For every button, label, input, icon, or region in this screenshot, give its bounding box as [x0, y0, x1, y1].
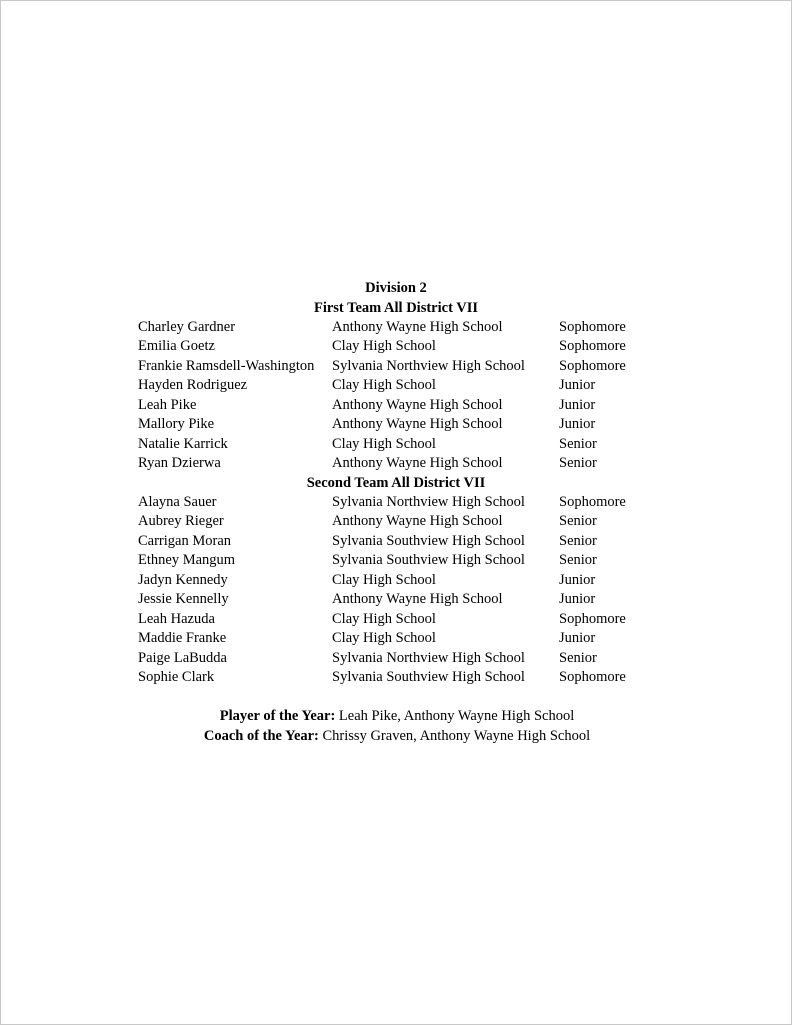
player-name: Jadyn Kennedy: [138, 571, 228, 588]
player-school: Anthony Wayne High School: [332, 455, 503, 472]
player-name: Carrigan Moran: [138, 532, 232, 549]
coach-of-year-label: Coach of the Year:: [203, 728, 319, 744]
coach-of-year: [1, 726, 792, 746]
player-row: [138, 532, 658, 551]
player-school: Sylvania Northview High School: [332, 357, 525, 374]
player-name: Leah Hazuda: [138, 610, 215, 627]
player-school: Sylvania Northview High School: [332, 494, 525, 510]
player-row: [138, 493, 658, 512]
player-row: [138, 396, 658, 415]
player-row: [138, 629, 658, 648]
player-year: Sophomore: [559, 357, 626, 374]
player-row: [138, 512, 658, 531]
player-year: Senior: [559, 513, 597, 530]
player-name: Leah Pike: [138, 396, 197, 413]
player-year: Junior: [559, 377, 596, 394]
roster-content: [138, 279, 658, 687]
player-row: [138, 357, 658, 376]
player-year: Junior: [559, 630, 596, 647]
player-year: Senior: [559, 649, 597, 666]
player-of-year-label: Player of the Year:: [219, 708, 336, 724]
player-of-year-value: Leah Pike, Anthony Wayne High School: [335, 708, 575, 724]
player-row: [138, 318, 658, 337]
player-row: [138, 376, 658, 395]
player-name: Mallory Pike: [138, 416, 215, 433]
awards-section: [1, 706, 792, 746]
player-school: Anthony Wayne High School: [332, 416, 503, 433]
player-name: Alayna Sauer: [138, 494, 217, 510]
player-year: Junior: [559, 571, 596, 588]
player-year: Senior: [559, 455, 597, 472]
player-name: Natalie Karrick: [138, 435, 228, 452]
player-school: Clay High School: [332, 377, 436, 394]
player-school: Anthony Wayne High School: [332, 396, 503, 413]
player-name: Maddie Franke: [138, 630, 227, 647]
player-school: Sylvania Northview High School: [332, 649, 525, 666]
player-school: Clay High School: [332, 610, 436, 627]
coach-of-year-value: Chrissy Graven, Anthony Wayne High School: [318, 728, 591, 744]
first-team-heading: First Team All District VII: [313, 299, 479, 316]
player-row: [138, 590, 658, 609]
player-year: Junior: [559, 591, 596, 608]
player-name: Hayden Rodriguez: [138, 377, 248, 394]
player-school: Clay High School: [332, 435, 436, 452]
player-school: Anthony Wayne High School: [332, 591, 503, 608]
player-year: Sophomore: [559, 319, 626, 335]
player-row: [138, 337, 658, 356]
player-row: [138, 668, 658, 687]
player-name: Charley Gardner: [138, 319, 236, 335]
player-name: Paige LaBudda: [138, 649, 227, 666]
player-name: Jessie Kennelly: [138, 591, 229, 608]
player-school: Sylvania Southview High School: [332, 532, 525, 549]
player-name: Frankie Ramsdell-Washington: [138, 357, 315, 374]
second-team-heading: Second Team All District VII: [306, 474, 486, 491]
player-year: Sophomore: [559, 610, 626, 627]
player-year: Junior: [559, 416, 596, 433]
player-name: Emilia Goetz: [138, 338, 215, 355]
division-title: Division 2: [365, 280, 427, 296]
player-name: Ethney Mangum: [138, 552, 236, 569]
player-school: Sylvania Southview High School: [332, 668, 525, 685]
player-year: Senior: [559, 532, 597, 549]
player-year: Sophomore: [559, 494, 626, 510]
player-year: Junior: [559, 396, 596, 413]
player-name: Ryan Dzierwa: [138, 455, 221, 472]
player-row: [138, 435, 658, 454]
player-row: [138, 649, 658, 668]
player-school: Anthony Wayne High School: [332, 319, 503, 335]
player-school: Sylvania Southview High School: [332, 552, 525, 569]
player-school: Clay High School: [332, 571, 436, 588]
player-year: Sophomore: [559, 338, 626, 355]
player-year: Sophomore: [559, 668, 626, 685]
player-row: [138, 454, 658, 473]
player-row: [138, 415, 658, 434]
player-year: Senior: [559, 552, 597, 569]
player-school: Clay High School: [332, 630, 436, 647]
player-school: Clay High School: [332, 338, 436, 355]
second-team-list: [138, 493, 658, 687]
player-row: [138, 610, 658, 629]
player-school: Anthony Wayne High School: [332, 513, 503, 530]
player-row: [138, 551, 658, 570]
first-team-list: [138, 318, 658, 474]
player-name: Sophie Clark: [138, 668, 215, 685]
player-row: [138, 571, 658, 590]
player-of-year: [1, 706, 792, 726]
player-name: Aubrey Rieger: [138, 513, 224, 530]
player-year: Senior: [559, 435, 597, 452]
